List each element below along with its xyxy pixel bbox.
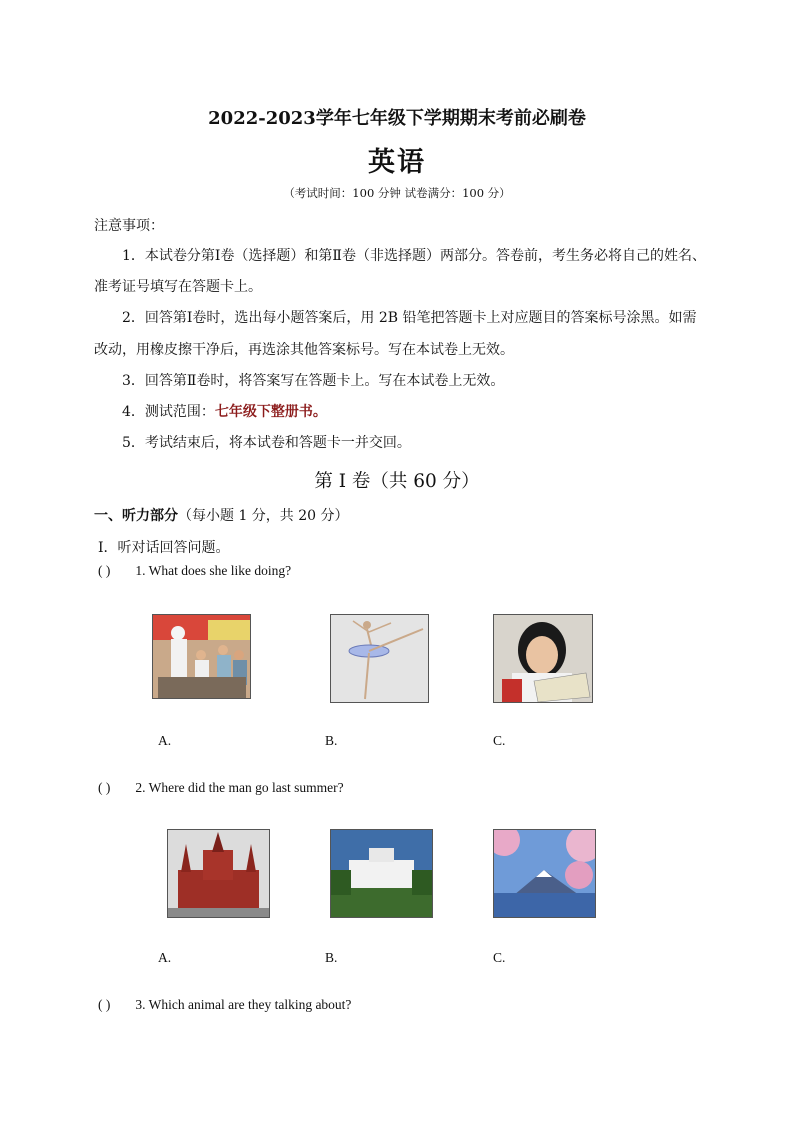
note-1-line-1: 1．本试卷分第Ⅰ卷（选择题）和第Ⅱ卷（非选择题）两部分。答卷前，考生务必将自己的姓名、 <box>122 248 706 264</box>
exam-meta: （考试时间：100 分钟 试卷满分：100 分） <box>283 186 511 200</box>
answer-blank[interactable]: ( ) <box>98 563 111 578</box>
option-image-ballet <box>330 614 429 703</box>
notes-heading: 注意事项： <box>94 218 164 234</box>
option-image-red-building <box>167 829 270 918</box>
question-1 <box>98 563 291 579</box>
subsection-1: I．听对话回答问题。 <box>98 540 230 556</box>
note-2-line-1: 2．回答第Ⅰ卷时，选出每小题答案后，用 2B 铅笔把答题卡上对应题目的答案标号涂黑。如需 <box>122 310 697 326</box>
question-3 <box>98 997 351 1013</box>
question-text: 3. Which animal are they talking about? <box>135 997 352 1012</box>
part-1-detail: （每小题 1 分，共 20 分） <box>178 508 349 524</box>
option-image-reading <box>493 614 593 703</box>
question-text: 1. What does she like doing? <box>135 563 292 578</box>
note-2-line-2: 改动，用橡皮擦干净后，再选涂其他答案标号。写在本试卷上无效。 <box>94 342 514 358</box>
option-image-cooking <box>152 614 251 699</box>
question-text: 2. Where did the man go last summer? <box>135 780 344 795</box>
part-1-label: 一、听力部分 <box>94 508 178 524</box>
note-5: 5．考试结束后，将本试卷和答题卡一并交回。 <box>122 435 411 451</box>
option-label-a[interactable]: A. <box>158 950 172 965</box>
answer-blank[interactable]: ( ) <box>98 780 111 795</box>
note-4 <box>122 402 327 422</box>
note-4-prefix: 4．测试范围： <box>122 404 215 420</box>
option-label-c[interactable]: C. <box>493 950 506 965</box>
option-label-b[interactable]: B. <box>325 733 338 748</box>
exam-title: 2022-2023学年七年级下学期期末考前必刷卷 <box>208 108 586 129</box>
option-label-a[interactable]: A. <box>158 733 172 748</box>
note-4-scope: 七年级下整册书。 <box>214 404 327 420</box>
note-1-line-2: 准考证号填写在答题卡上。 <box>94 279 262 295</box>
option-image-white-house <box>330 829 433 918</box>
answer-blank[interactable]: ( ) <box>98 997 111 1012</box>
question-2 <box>98 780 344 796</box>
option-image-mount-fuji <box>493 829 596 918</box>
part-1-heading <box>94 506 349 526</box>
section-title: 第 I 卷（共 60 分） <box>314 471 480 492</box>
note-3: 3．回答第Ⅱ卷时，将答案写在答题卡上。写在本试卷上无效。 <box>122 373 505 389</box>
option-label-c[interactable]: C. <box>493 733 506 748</box>
option-label-b[interactable]: B. <box>325 950 338 965</box>
exam-subject: 英语 <box>368 147 426 178</box>
